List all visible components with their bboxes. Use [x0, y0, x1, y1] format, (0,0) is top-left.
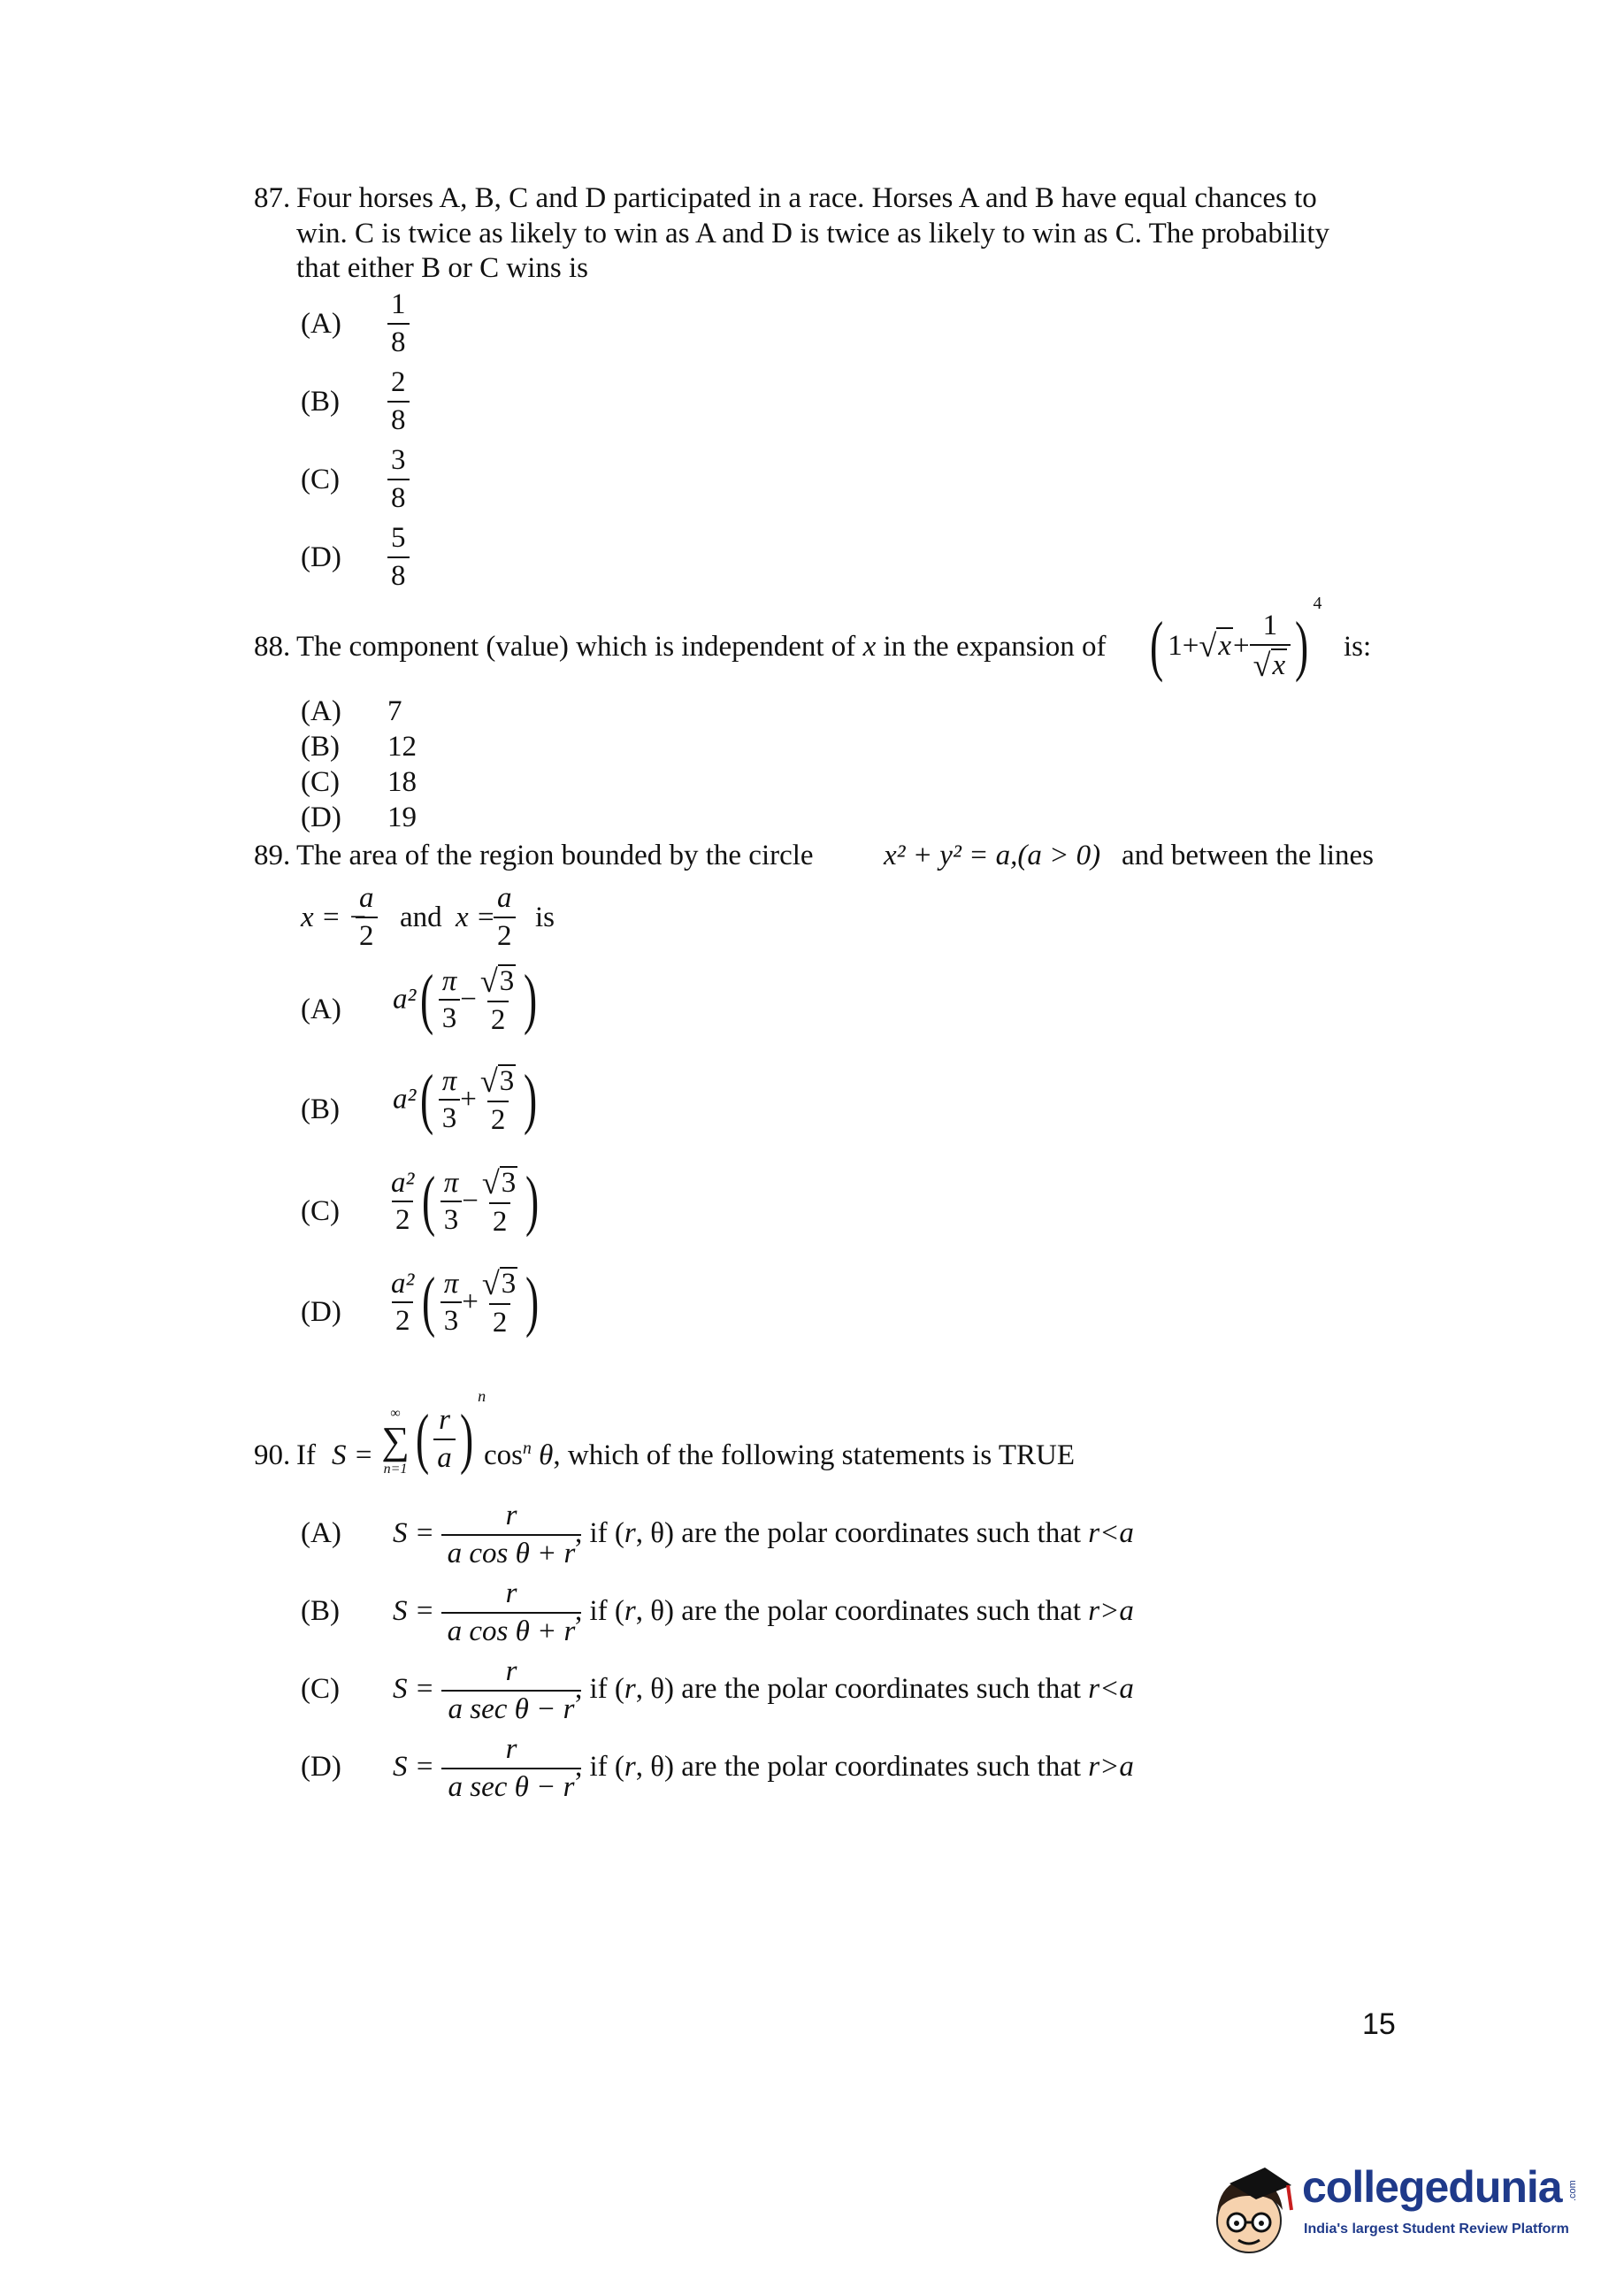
question-89: 89. The area of the region bounded by the circle x² + y² = a,(a > 0) and between the lines	[254, 839, 1395, 883]
option-label: (A)	[301, 994, 341, 1025]
expansion-expression: ( 1+ √ x + 1 √ x )$^4$	[1150, 594, 1322, 683]
brand-name: collegedunia	[1302, 2162, 1562, 2212]
option-label: (D)	[301, 1751, 341, 1783]
question-88: 88. The component (value) which is independent of x in the expansion of ( 1+ √ x + 1 √ x )$^4$ is:	[254, 594, 1372, 683]
question-88-option-c: (C) 18	[301, 766, 417, 798]
option-fraction: $\frac{3}{8}$	[387, 445, 410, 513]
option-label: (D)	[301, 541, 341, 573]
question-88-option-d: (D) 19	[301, 802, 417, 833]
option-label: (D)	[301, 1296, 341, 1328]
brand-logo[interactable]	[1203, 2159, 1592, 2265]
question-87-stem: 87. Four horses A, B, C and D participated in a race. Horses A and B have equal chances to	[254, 181, 1395, 217]
question-number: 89.	[254, 840, 291, 871]
question-88-option-b: (B) 12	[301, 731, 417, 763]
question-87-option-a	[301, 289, 566, 360]
question-90-option-b: (B) S = $\frac{r}{\text{a cos θ + r}}$ , if (r, θ) are the polar coordinates such that r>a	[301, 1577, 1134, 1647]
question-number: 88.	[254, 631, 291, 663]
question-88-option-a: (A) 7	[301, 695, 402, 727]
summation: ∞ ∑ n=1	[381, 1406, 410, 1477]
question-87-option-d	[301, 523, 566, 594]
question-89-lines: x = − $\frac{a}{2}$ and x = $\frac{a}{2}$ is	[301, 882, 555, 952]
question-89-option-b: (B) a²( $\frac{\pi}{3}$ + √ 3 2 )	[301, 1062, 538, 1137]
option-label: (B)	[301, 1595, 340, 1627]
option-fraction: $\frac{1}{8}$	[387, 289, 410, 357]
question-87-option-b	[301, 367, 566, 438]
question-88-options	[301, 694, 566, 836]
page-number: 15	[1362, 2007, 1396, 2041]
question-89-option-d: (D) $\frac{\text{a²}}{2}$ ( $\frac{\pi}{3}$ + √ 3 2 )	[301, 1264, 540, 1339]
brand-suffix: .com	[1567, 2180, 1578, 2201]
option-fraction: $\frac{5}{8}$	[387, 523, 410, 591]
mascot-icon	[1203, 2159, 1300, 2265]
question-89-option-a: (A) a²( $\frac{\pi}{3}$ − √ 3 2 )	[301, 962, 538, 1037]
option-label: (C)	[301, 464, 340, 495]
question-number: 87.	[254, 182, 291, 214]
question-87-option-c	[301, 445, 566, 516]
option-label: (C)	[301, 1195, 340, 1227]
question-89-option-c: (C) $\frac{\text{a²}}{2}$ ( $\frac{\pi}{3}$ − √ 3 2 )	[301, 1163, 540, 1239]
question-90: 90. If S = ∞ ∑ n=1 ( $\frac{r}{a}$ )$^n$ $\cos^n \theta$, which of the following statements is TRUE	[254, 1387, 1076, 1477]
option-fraction: $\frac{2}{8}$	[387, 367, 410, 435]
brand-tagline: India's largest Student Review Platform	[1304, 2221, 1569, 2237]
option-label: (B)	[301, 386, 340, 418]
question-87: 87. Four horses A, B, C and D participated in a race. Horses A and B have equal chances to win. C is twice as likely to win as A and D is twice as likely to win as C. The probability that either B or C wins is	[254, 181, 1395, 287]
question-90-option-c: (C) S = r a sec θ − r , if (r, θ) are the polar coordinates such that r<a	[301, 1655, 1134, 1725]
option-label: (A)	[301, 308, 341, 340]
question-90-option-d: (D) S = r a sec θ − r , if (r, θ) are the polar coordinates such that r>a	[301, 1733, 1134, 1803]
circle-equation: x² + y² = a,(a > 0)	[884, 840, 1101, 871]
option-label: (A)	[301, 1517, 341, 1549]
question-number: 90.	[254, 1439, 291, 1471]
option-label: (B)	[301, 1093, 340, 1125]
question-88-stem: 88. The component (value) which is independent of x in the expansion of	[254, 630, 1107, 665]
option-label: (C)	[301, 1673, 340, 1705]
question-90-option-a: (A) S = $\frac{r}{\text{a cos θ + r}}$ , if (r, θ) are the polar coordinates such that r<a	[301, 1500, 1134, 1569]
